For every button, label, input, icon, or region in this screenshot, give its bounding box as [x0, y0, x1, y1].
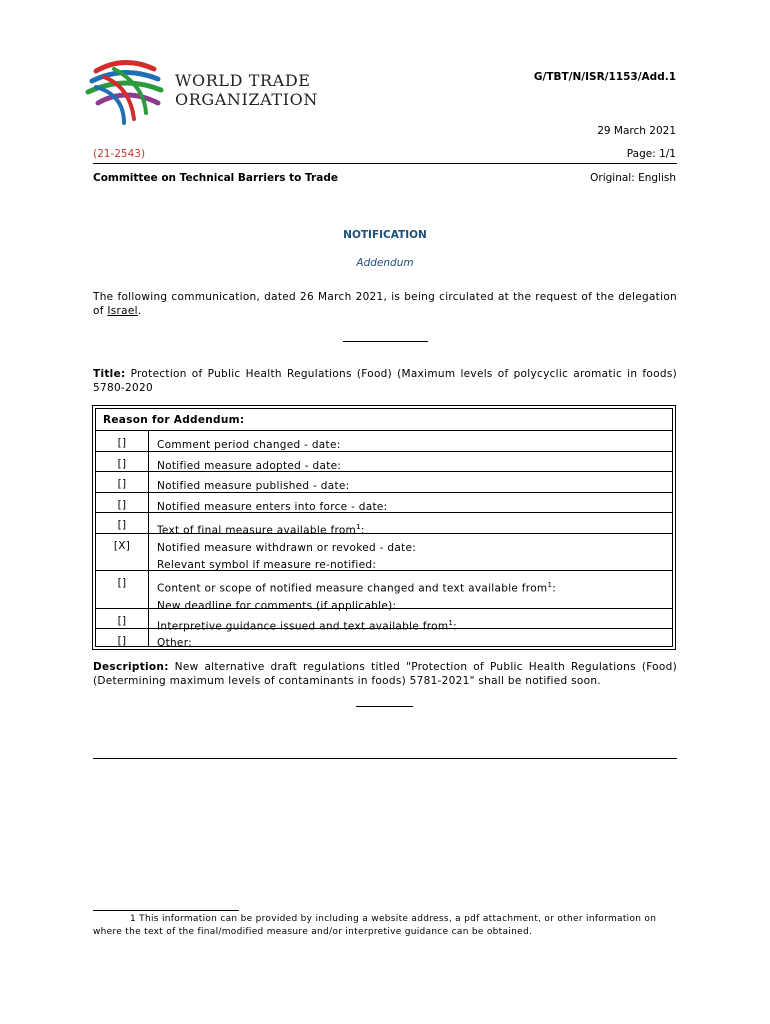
document-date: 29 March 2021	[597, 125, 676, 137]
title-paragraph	[93, 368, 677, 395]
header-divider	[93, 163, 677, 164]
table-row	[96, 533, 672, 571]
intro-country: Israel	[107, 304, 138, 317]
row-colon: :	[552, 582, 557, 595]
wto-logo-icon	[84, 57, 166, 129]
title-text: Protection of Public Health Regulations (Food) (Maximum levels of polycyclic aromatic in foods) 5780-2020	[93, 368, 677, 394]
row-colon: :	[360, 524, 365, 537]
row-label: Notified measure adopted - date:	[157, 460, 342, 472]
checkbox-published: []	[117, 478, 127, 490]
table-row	[96, 471, 672, 492]
checkbox-content-changed: []	[117, 577, 127, 589]
org-line-2: ORGANIZATION	[175, 90, 318, 109]
checkbox-guidance: []	[117, 615, 127, 627]
table-row	[96, 628, 672, 647]
title-label: Title:	[93, 368, 126, 380]
org-line-1: WORLD TRADE	[175, 71, 311, 90]
description-text: New alternative draft regulations titled "Protection of Public Health Regulations (Food) (Determining maximum levels of contaminants in foods) 5781-2021" shall be notified soon.	[93, 661, 677, 687]
notification-heading: NOTIFICATION	[343, 229, 427, 241]
checkbox-final-text: []	[117, 519, 127, 531]
row-label: Other:	[157, 637, 192, 649]
row-label-secondary: Relevant symbol if measure re-notified:	[157, 559, 377, 571]
table-row	[96, 570, 672, 612]
footnote-ref: 1	[356, 523, 361, 531]
row-colon: :	[453, 620, 457, 633]
table-row	[96, 492, 672, 513]
table-row	[96, 451, 672, 472]
checkbox-other: []	[117, 635, 127, 647]
row-label: Comment period changed - date:	[157, 439, 341, 451]
row-label: Notified measure enters into force - date:	[157, 501, 388, 513]
reason-table	[92, 405, 676, 650]
row-label: Content or scope of notified measure changed and text available from	[157, 582, 548, 595]
row-label-secondary: New deadline for comments (if applicable):	[157, 599, 397, 612]
footnote-text: 1 This information can be provided by including a website address, a pdf attachment, or other information on where the text of the final/modified measure and/or interpretive guidance can be obtained.	[93, 914, 657, 937]
intro-text: The following communication, dated 26 March 2021, is being circulated at the request of the delegation of	[93, 291, 677, 317]
intro-paragraph	[93, 291, 677, 318]
document-symbol: G/TBT/N/ISR/1153/Add.1	[533, 71, 676, 83]
checkbox-withdrawn: [X]	[113, 540, 131, 552]
footnote	[93, 913, 677, 938]
footnote-rule	[93, 910, 239, 911]
reason-header: Reason for Addendum:	[103, 414, 245, 426]
committee-name: Committee on Technical Barriers to Trade	[93, 172, 338, 184]
intro-end: .	[137, 304, 142, 317]
row-label: Notified measure withdrawn or revoked - date:	[157, 542, 417, 554]
page-number: Page: 1/1	[626, 148, 676, 160]
checkbox-adopted: []	[117, 458, 127, 470]
original-language: Original: English	[590, 172, 676, 184]
end-separator	[356, 706, 413, 707]
description-label: Description:	[93, 661, 169, 673]
checkbox-enters-force: []	[117, 499, 127, 511]
organization-name	[175, 71, 318, 109]
separator-line	[343, 341, 428, 342]
description-paragraph	[93, 661, 677, 688]
table-row	[96, 512, 672, 537]
document-number: (21-2543)	[93, 148, 146, 160]
footnote-ref: 1	[547, 581, 553, 589]
addendum-subheading: Addendum	[356, 257, 414, 269]
page-divider	[93, 758, 677, 759]
row-label: Notified measure published - date:	[157, 480, 350, 492]
row-label: Text of final measure available from	[157, 524, 357, 537]
row-label: Interpretive guidance issued and text available from	[157, 620, 449, 633]
checkbox-comment-period: []	[117, 437, 127, 449]
table-row	[96, 430, 672, 451]
table-row	[96, 608, 672, 633]
footnote-ref: 1	[448, 619, 454, 627]
